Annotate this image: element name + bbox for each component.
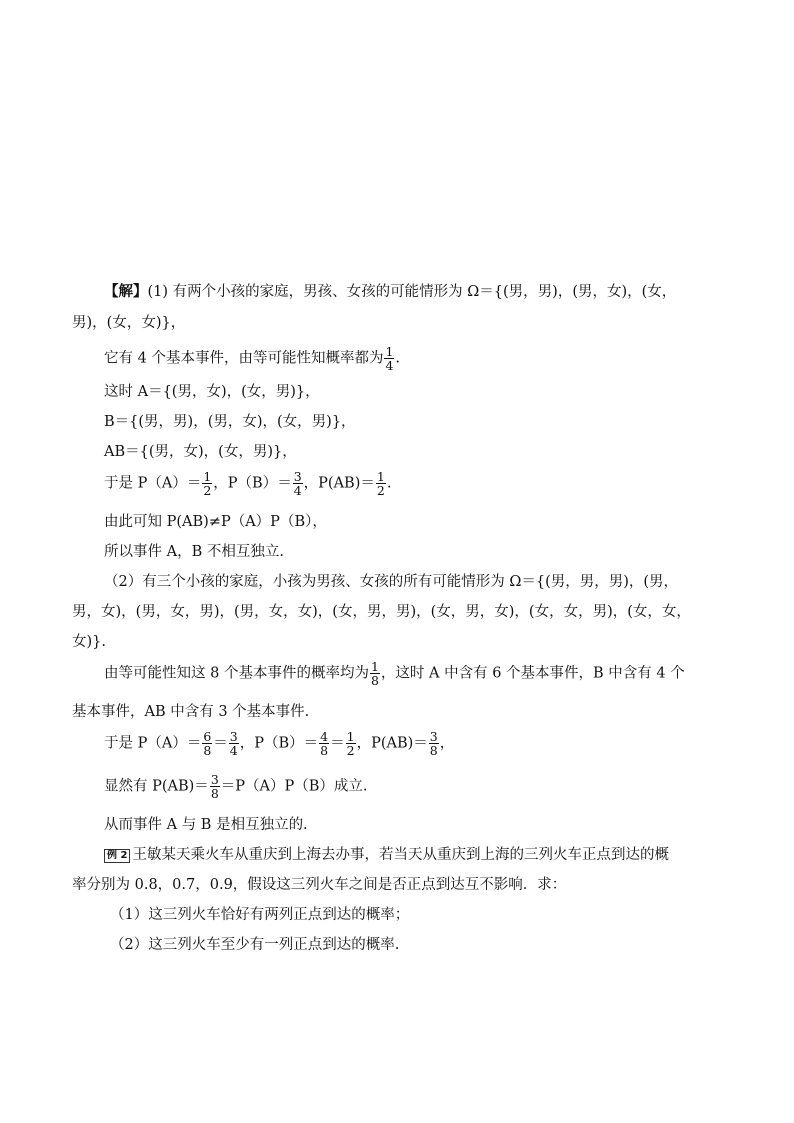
solution-line-8: 由此可知 P(AB)≠P（A）P（B），: [104, 514, 327, 530]
fraction: $\frac{1}{4}$: [385, 344, 394, 373]
solution-line-5: B＝{(男，男)，(男，女)，(女，男)}，: [104, 414, 356, 430]
fraction: $\frac{4}{8}$: [320, 729, 329, 758]
fraction: $\frac{1}{2}$: [376, 469, 385, 498]
example-2-line-1: 例 2 王敏某天乘火车从重庆到上海去办事，若当天从重庆到上海的三列火车正点到达的概: [104, 845, 734, 865]
solution-line-9: 所以事件 A，B 不相互独立.: [104, 544, 284, 560]
fraction: $\frac{1}{2}$: [203, 469, 212, 498]
solution-line-14: 基本事件，AB 中含有 3 个基本事件.: [72, 704, 310, 720]
solution-line-13: 由等可能性知这 8 个基本事件的概率均为 $\frac{1}{8}$ ，这时 A 中含有 6 个基本事件，B 中含有 4 个: [104, 659, 685, 688]
solution-line-7: 于是 P（A）＝ $\frac{1}{2}$ ，P（B）＝ $\frac{3}{4}$ ，P(AB)＝ $\frac{1}{2}$ .: [104, 469, 392, 498]
solution-line-2: 男)，(女，女)}，: [72, 315, 186, 331]
solution-line-1: 【解】(1) 有两个小孩的家庭，男孩、女孩的可能情形为 Ω＝{(男，男)，(男，女)，(女，: [104, 283, 677, 300]
example-badge: 例 2: [104, 849, 130, 863]
fraction: $\frac{3}{8}$: [429, 729, 438, 758]
solution-line-17: 从而事件 A 与 B 是相互独立的.: [104, 817, 308, 833]
fraction: $\frac{6}{8}$: [203, 729, 212, 758]
solution-line-6: AB＝{(男，女)，(女，男)}，: [104, 444, 297, 460]
fraction: $\frac{1}{8}$: [370, 659, 379, 688]
solution-line-10: （2）有三个小孩的家庭，小孩为男孩、女孩的所有可能情形为 Ω＝{(男，男，男)，(男，: [104, 574, 679, 590]
solution-line-11: 男，女)，(男，女，男)，(男，女，女)，(女，男，男)，(女，男，女)，(女，女，男)，(女，女，: [72, 604, 691, 620]
example-question-2: （2）这三列火车至少有一列正点到达的概率.: [110, 937, 400, 953]
fraction: $\frac{1}{2}$: [346, 729, 355, 758]
fraction: $\frac{3}{4}$: [293, 469, 302, 498]
fraction: $\frac{3}{4}$: [229, 729, 238, 758]
solution-line-4: 这时 A＝{(男，女)，(女，男)}，: [104, 384, 320, 400]
solution-line-16: 显然有 P(AB)＝ $\frac{3}{8}$ ＝P（A）P（B）成立.: [104, 772, 368, 801]
solution-line-3: 它有 4 个基本事件，由等可能性知概率都为 $\frac{1}{4}$ .: [104, 344, 401, 373]
fraction: $\frac{3}{8}$: [210, 772, 219, 801]
solution-line-15: 于是 P（A）＝ $\frac{6}{8}$ ＝ $\frac{3}{4}$ ，P（B）＝ $\frac{4}{8}$ ＝ $\frac{1}{2}$ ，P(AB)＝ $\frac{3}{8}$ ，: [104, 729, 455, 758]
example-question-1: （1）这三列火车恰好有两列正点到达的概率；: [110, 907, 410, 923]
solution-label: 【解】: [104, 283, 148, 300]
solution-line-12: 女)}.: [72, 634, 106, 650]
example-2-line-2: 率分别为 0.8，0.7，0.9，假设这三列火车之间是否正点到达互不影响．求：: [72, 877, 567, 893]
